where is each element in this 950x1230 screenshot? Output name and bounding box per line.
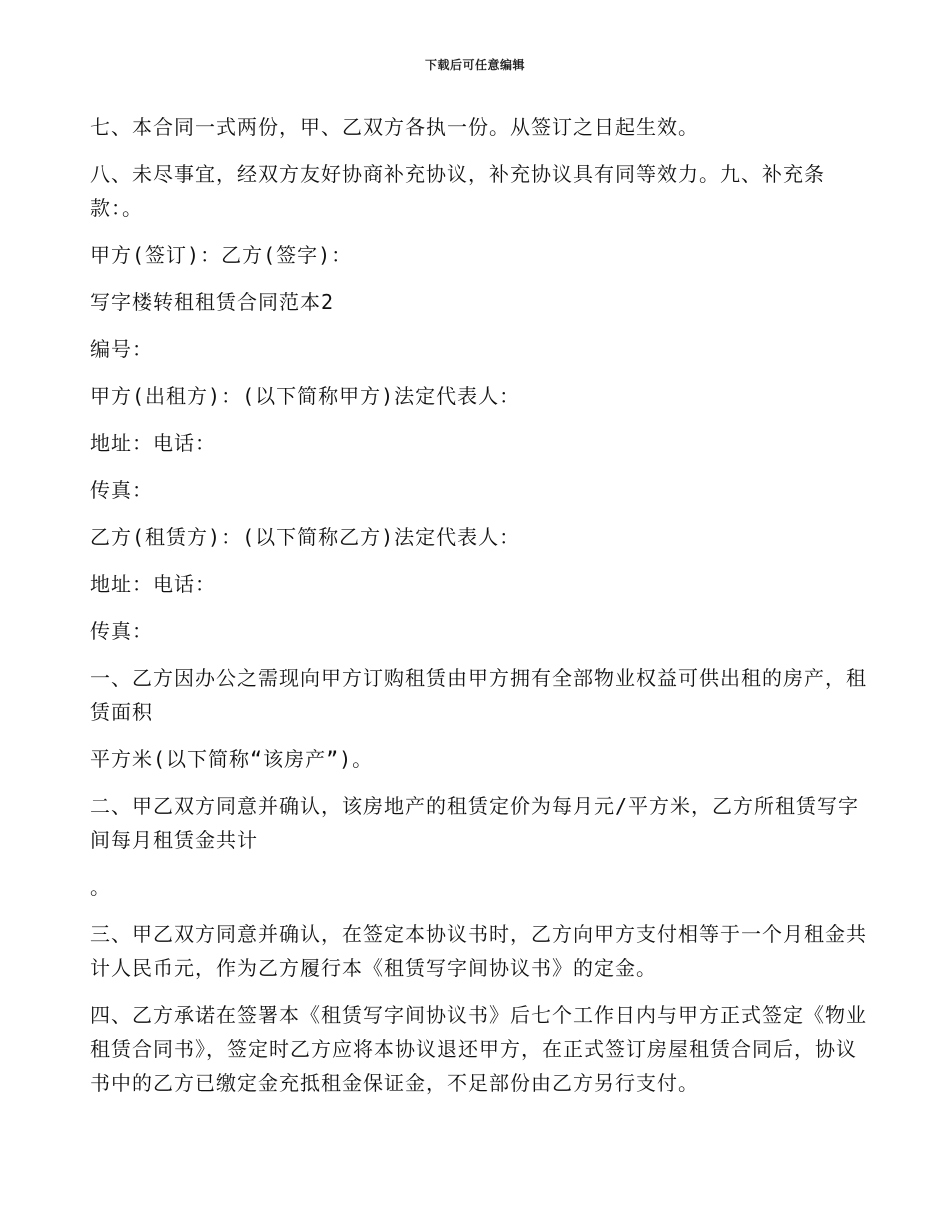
clause-2-end: 。 — [90, 875, 111, 899]
signature-line: 甲方(签订)：乙方(签字)： — [90, 243, 353, 267]
party-a-fax: 传真： — [90, 478, 153, 502]
number-field: 编号： — [90, 337, 153, 361]
document-body — [90, 110, 870, 1113]
clause-1-continued: 平方米(以下简称“该房产”)。 — [90, 747, 374, 771]
clause-4: 四、乙方承诺在签署本《租赁写字间协议书》后七个工作日内与甲方正式签定《物业租赁合同书》，签定时乙方应将本协议退还甲方，在正式签订房屋租赁合同后，协议书中的乙方已缴定金充抵租金保证金，不足部份由乙方另行支付。 — [90, 1003, 867, 1095]
section-title: 写字楼转租租赁合同范本2 — [90, 290, 335, 314]
clause-2: 二、甲乙双方同意并确认，该房地产的租赁定价为每月元/平方米，乙方所租赁写字间每月租赁金共计 — [90, 794, 860, 852]
party-a-line: 甲方(出租方)：(以下简称甲方)法定代表人： — [90, 384, 521, 408]
clause-7: 七、本合同一式两份，甲、乙双方各执一份。从签订之日起生效。 — [90, 115, 699, 139]
clause-8-9: 八、未尽事宜，经双方友好协商补充协议，补充协议具有同等效力。九、补充条款：。 — [90, 162, 825, 220]
party-a-address: 地址：电话： — [90, 431, 216, 455]
party-b-line: 乙方(租赁方)：(以下简称乙方)法定代表人： — [90, 525, 521, 549]
party-b-fax: 传真： — [90, 619, 153, 643]
party-b-address: 地址：电话： — [90, 572, 216, 596]
clause-3: 三、甲乙双方同意并确认，在签定本协议书时，乙方向甲方支付相等于一个月租金共计人民币元，作为乙方履行本《租赁写字间协议书》的定金。 — [90, 922, 867, 980]
clause-1: 一、乙方因办公之需现向甲方订购租赁由甲方拥有全部物业权益可供出租的房产，租赁面积 — [90, 666, 867, 724]
page-header: 下载后可任意编辑 — [424, 58, 525, 72]
